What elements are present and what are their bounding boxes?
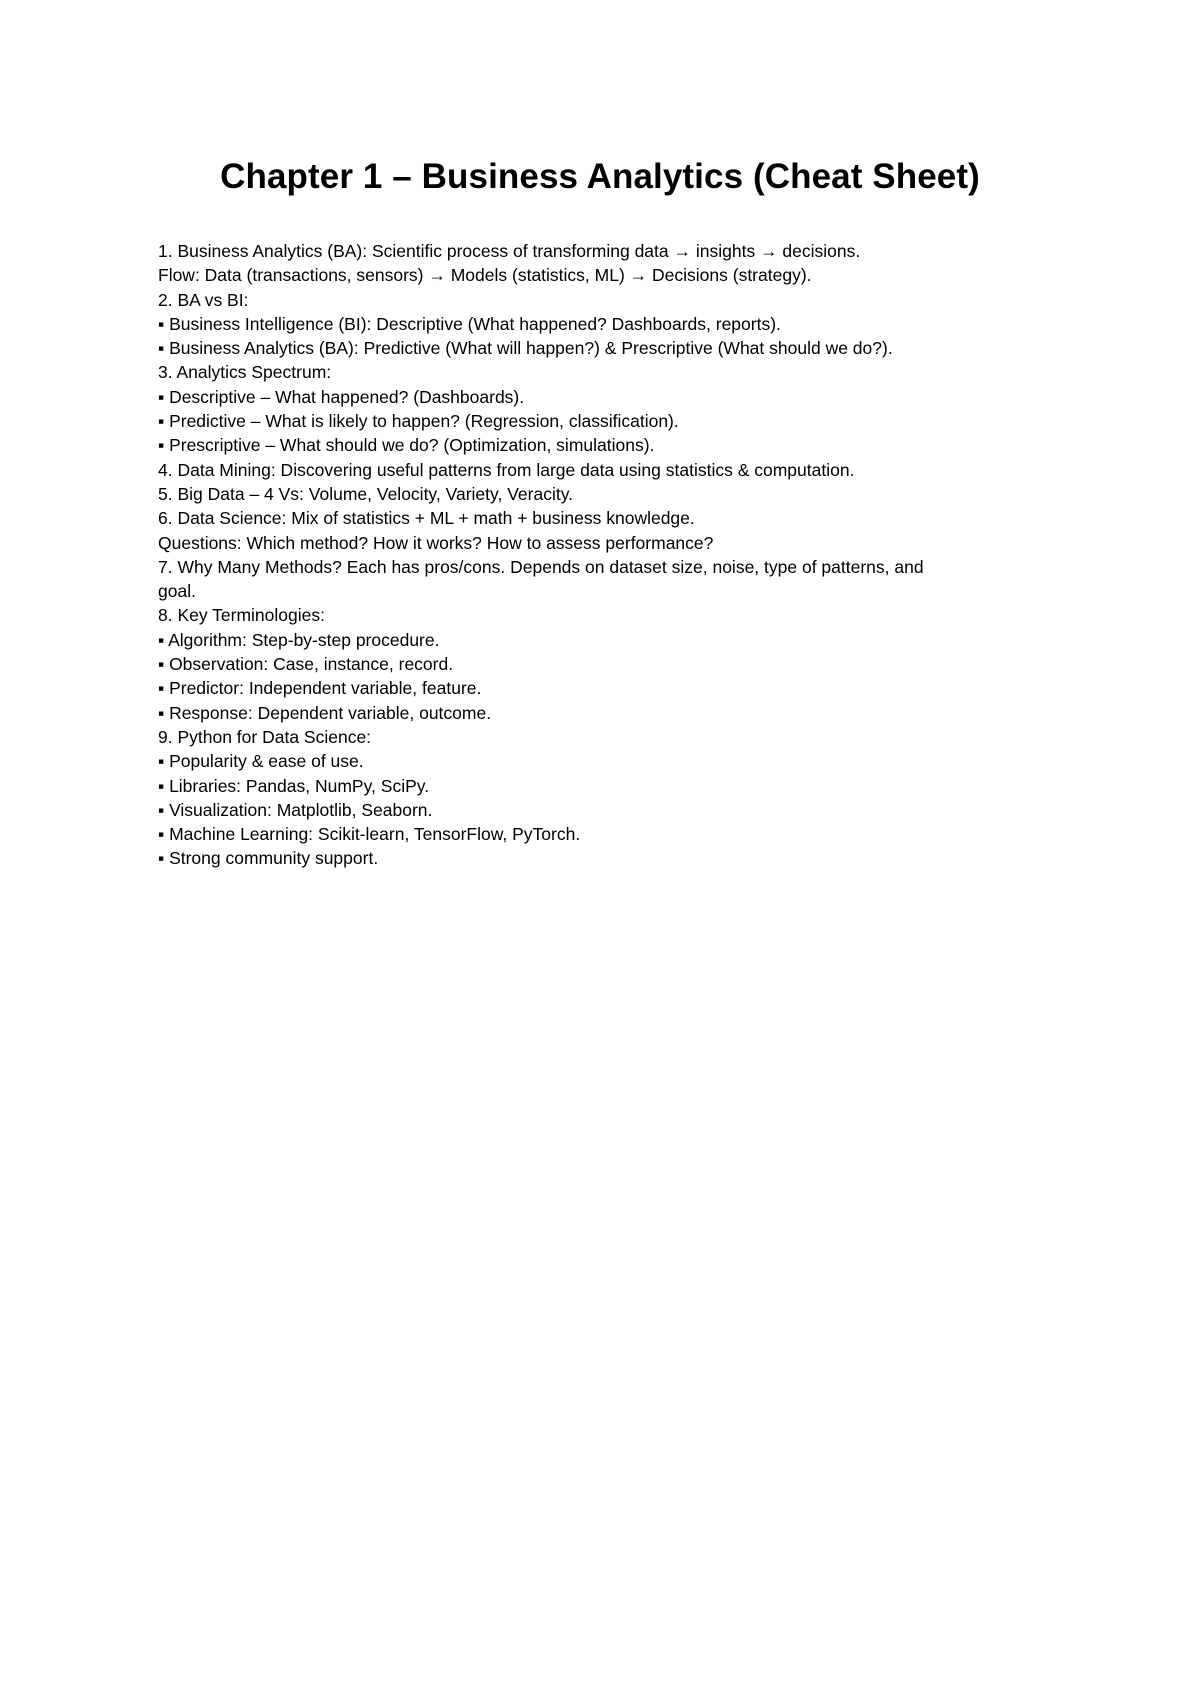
text-line-3: 2. BA vs BI: (158, 289, 249, 310)
text-line-12: 6. Data Science: Mix of statistics + ML + math + business knowledge. (158, 508, 695, 529)
text-line-4: ▪ Business Intelligence (BI): Descriptive (What happened? Dashboards, reports). (158, 313, 781, 334)
text-line-19: ▪ Predictor: Independent variable, feature. (158, 678, 482, 699)
text-line-20: ▪ Response: Dependent variable, outcome. (158, 702, 492, 723)
text-line-7: ▪ Descriptive – What happened? (Dashboards). (158, 386, 525, 407)
text-line-5: ▪ Business Analytics (BA): Predictive (What will happen?) & Prescriptive (What should we do?). (158, 338, 893, 359)
text-line-25: ▪ Machine Learning: Scikit-learn, TensorFlow, PyTorch. (158, 824, 581, 845)
text-line-11: 5. Big Data – 4 Vs: Volume, Velocity, Variety, Veracity. (158, 483, 574, 504)
text-line-13: Questions: Which method? How it works? How to assess performance? (158, 532, 714, 553)
text-line-26: ▪ Strong community support. (158, 848, 379, 869)
text-line-8: ▪ Predictive – What is likely to happen? (Regression, classification). (158, 411, 679, 432)
text-line-10: 4. Data Mining: Discovering useful patterns from large data using statistics & computation. (158, 459, 855, 480)
document-body (158, 239, 1058, 871)
text-line-9: ▪ Prescriptive – What should we do? (Optimization, simulations). (158, 435, 655, 456)
text-line-23: ▪ Libraries: Pandas, NumPy, SciPy. (158, 775, 430, 796)
page-title: Chapter 1 – Business Analytics (Cheat Sheet) (220, 157, 980, 196)
text-line-2: Flow: Data (transactions, sensors) → Models (statistics, ML) → Decisions (strategy). (158, 265, 812, 286)
text-line-16: 8. Key Terminologies: (158, 605, 325, 626)
text-line-1: 1. Business Analytics (BA): Scientific process of transforming data → insights → decisions. (158, 241, 861, 261)
text-line-17: ▪ Algorithm: Step-by-step procedure. (158, 629, 440, 650)
text-line-14: 7. Why Many Methods? Each has pros/cons. Depends on dataset size, noise, type of patterns, and (158, 556, 924, 577)
text-line-24: ▪ Visualization: Matplotlib, Seaborn. (158, 799, 433, 820)
text-line-18: ▪ Observation: Case, instance, record. (158, 654, 454, 675)
text-line-15: goal. (158, 581, 196, 602)
text-line-21: 9. Python for Data Science: (158, 726, 372, 747)
text-line-22: ▪ Popularity & ease of use. (158, 751, 364, 772)
text-line-6: 3. Analytics Spectrum: (158, 362, 332, 383)
